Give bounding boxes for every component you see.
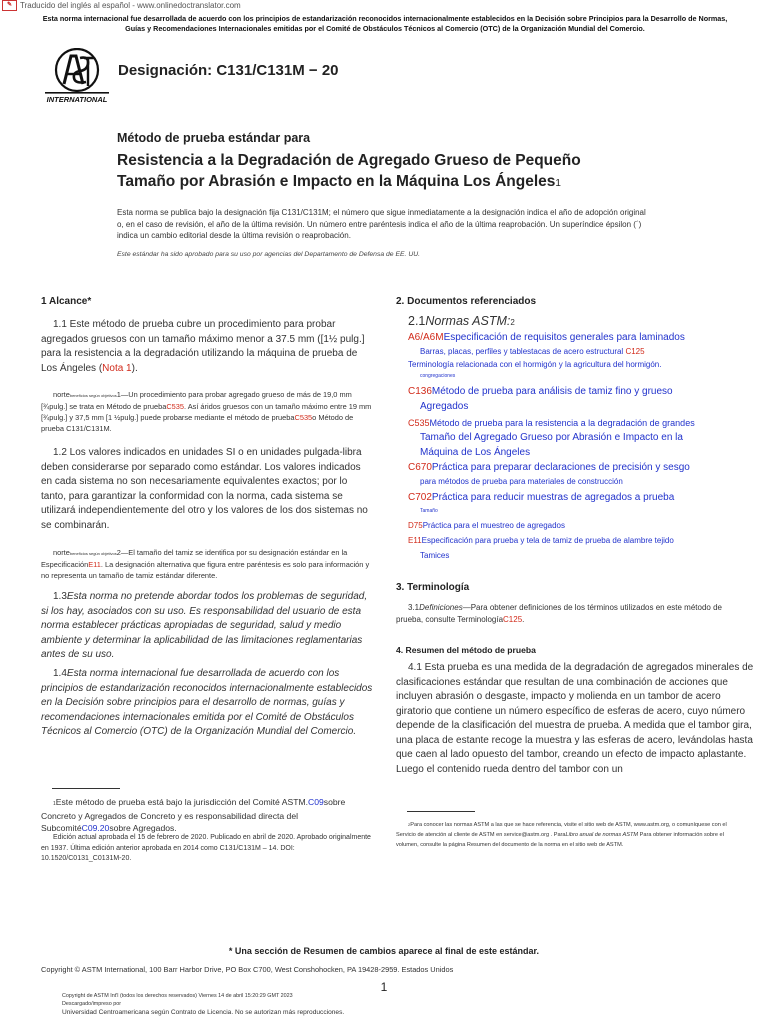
s31-italic: Definiciones [419,603,463,612]
note-1 [41,389,373,434]
note-1-lead: norte [53,390,70,399]
c702-tiny[interactable]: Tamaño [420,508,438,514]
astm-international-logo [44,48,110,106]
ref-c125-tiny [408,371,748,381]
fn2-text-b: Para obtener información sobre el volumen, consulte la página Resumen del documento de la norma en el sitio web de ASTM. [396,832,724,848]
note-1-text-b: . Así áridos gruesos con un tamaño máximo entre 19 mm [¾pulg.] y 37,5 mm [1 ½pulg.] puede probarse mediante el método de prueba [41,402,372,422]
intro-paragraph: Esta norma se publica bajo la designación fija C131/C131M; el número que sigue inmediatamente a la designación indica el año de adopción original o, en el caso de revisión, el año de la última revisión. Un número entre paréntesis indica el año de la última reaprobación. Un superíndice épsilon (´) indica un cambio editorial desde la última revisión o reaprobación. [117,208,646,240]
note-1-text-c: o Método de prueba C131/C131M. [41,413,354,433]
edition-note: Edición actual aprobada el 15 de febrero de 2020. Publicado en abril de 2020. Aprobado originalmente en 1937. Última edición anterior aprobada en 2014 como C131/C131M – 14. DOI: 10.1520/C0131_C0131M-20. [41,834,371,862]
footnote-2 [396,820,734,850]
d75-code[interactable]: D75 [408,521,423,530]
p13-text: Esta norma no pretende abordar todos los problemas de seguridad, si los hay, asociados con su uso. Es responsabilidad del usuario de esta norma establecer prácticas apropiadas de seguridad, salud y medio ambiente y determinar la aplicabilidad de las limitaciones reglamentarias antes de su uso. [41,591,368,660]
paragraph-3-1 [396,602,732,626]
ref-c670-sub [408,475,748,488]
referenced-documents-list [408,330,748,562]
title-footnote-mark[interactable]: 1 [555,178,561,189]
s21-footnote-mark[interactable]: 2 [510,318,515,327]
ref-c125 [408,358,748,371]
fn1-mark: 1 [53,801,56,807]
title-line-3: Tamaño por Abrasión e Impacto en la Máquina Los Ángeles [117,173,556,190]
c136-sub[interactable]: Agregados [420,401,469,412]
c0920-link[interactable]: C09.20 [81,823,110,833]
paragraph-4-1: 4.1 Esta prueba es una medida de la degradación de agregados minerales de clasificaciones estándar que resultan de una combinación de acciones que incluyen abrasión o desgaste, impacto y molienda en un tambor de acero giratorio que contiene un número específico de esferas de acero, cuyo número depende de la clasificación del muestra de prueba. A medida que el tambor gira, una placa de estante recoge la muestra y las esferas de acero, levándolas hasta que caen al lado opuesto del tambor, creando un efecto de impacto aplastante. Luego el contenido rueda dentro del tambor con un [396,662,754,775]
s31-end: . [522,615,525,624]
note-1-tag: beneficios según objetivos [69,393,117,398]
designation: Designación: C131/C131M − 20 [118,62,339,79]
international-note: Esta norma internacional fue desarrollada de acuerdo con los principios de estandarización reconocidos internacionalmente establecidos en la Decisión sobre Principios para la Desarrollo de Normas, Guías y Recomendaciones Internacionales emitidas por el Comité de Obstáculos Técnicos al Comercio (OTC) de la Organización Mundial del Comercio. [42,14,728,33]
c136-title[interactable]: Método de prueba para análisis de tamiz fino y grueso [431,386,673,397]
e11-title[interactable]: Especificación para prueba y tela de tamiz de prueba de alambre tejido [421,536,674,545]
translator-bar [2,0,241,11]
footnote-divider-right [407,811,475,812]
ref-a6-sub [408,345,748,358]
c125-tiny[interactable]: congregaciones [420,373,456,379]
c125-title[interactable]: Terminología relacionada con el hormigón y la agricultura del hormigón. [408,360,662,369]
e11-code[interactable]: E11 [408,536,422,545]
d75-title[interactable]: Práctica para el muestreo de agregados [422,521,565,530]
p11-end: ). [131,362,138,374]
license-line-3: Universidad Centroamericana según Contrato de Licencia. No se autorizan más reproducciones. [62,1009,345,1016]
paragraph-1-2: 1.2 Los valores indicados en unidades SI o en unidades pulgada-libra deben considerarse por separado como estándar. Los valores indicados en cada sistema no son necesariamente equivalentes exactos; por lo tanto, para garantizar la conformidad con la norma, cada sistema se utilizará independientemente del otro y los valores de los dos sistemas no se combinarán. [41,447,368,531]
note-2-text-b: . La designación alternativa que figura entre paréntesis es solo para información y no representa un tamaño de tamiz estándar diferente. [41,560,370,580]
p14-text: Esta norma internacional fue desarrollada de acuerdo con los principios de estandarización reconocidos internacionalmente establecidos en la Decisión sobre principios para el desarrollo de normas, guías y recomendaciones internacionales emitida por el Comité de Obstáculos Técnicos al Comercio (OTC) de la Organización Mundial del Comercio. [41,668,373,737]
page-number: 1 [380,980,388,994]
c535-code[interactable]: C535 [408,418,430,428]
note-2 [41,547,373,581]
summary-of-changes-note: * Una sección de Resumen de cambios aparece al final de este estándar. [228,946,540,956]
fn2-mark: 2 [408,822,411,827]
c136-code[interactable]: C136 [408,386,432,397]
section-2-1 [408,314,515,328]
c535-sub2[interactable]: Máquina de Los Ángeles [420,447,531,458]
section-1-heading: 1 Alcance* [41,296,92,307]
note-2-tag: beneficios según objetivos [69,551,117,556]
ref-c670 [408,460,748,475]
translator-icon: ✎ [2,0,17,11]
astm-logo-icon [44,48,110,106]
note-2-lead: norte [53,548,70,557]
section-2-heading: 2. Documentos referenciados [396,296,537,307]
license-block [62,992,344,1018]
c702-title[interactable]: Práctica para reducir muestras de agregados a prueba [431,492,675,503]
footnote-1 [41,796,373,834]
ref-c702-tiny [408,505,748,517]
c535-link-2[interactable]: C535 [294,413,313,422]
translator-text[interactable]: Traducido del inglés al español - www.onlinedoctranslator.com [20,1,241,10]
note-1-link[interactable]: Nota 1 [102,362,132,374]
fn1-text-b: sobre Concreto y Agregados de Concreto y es responsabilidad directa del Subcomité [41,797,346,833]
p13-number: 1.3 [53,591,67,602]
s21-text: Normas ASTM: [425,314,511,328]
paragraph-1-3 [41,590,373,663]
ref-d75 [408,519,748,532]
section-3-heading: 3. Terminología [396,582,470,593]
s31-number: 3.1 [408,603,420,612]
footnote-divider-left [52,788,120,789]
ref-c136-sub [408,399,748,414]
ref-c136 [408,384,748,399]
s21-number: 2.1 [408,314,426,328]
c535-sub1[interactable]: Tamaño del Agregado Grueso por Abrasión e Impacto en la [420,432,683,443]
p11-text: 1.1 Este método de prueba cubre un procedimiento para probar agregados gruesos con un tamaño máximo menor a 37.5 mm ([1½ pulg.] para la resistencia a la degradación utilizando la máquina de prueba de Los Ángeles ( [41,319,365,374]
logo-text: INTERNATIONAL [46,95,108,104]
approval-note: Este estándar ha sido aprobado para su uso por agencias del Departamento de Defensa de EE. UU. [117,251,421,258]
ref-e11-sub [408,549,748,562]
p14-number: 1.4 [53,668,67,679]
s31-text: —Para obtener definiciones de los términos utilizados en este método de prueba, consulte Terminología [396,603,722,624]
c670-sub[interactable]: para métodos de prueba para materiales de construcción [420,477,623,486]
e11-sub[interactable]: Tamices [420,551,450,560]
title-line-1: Método de prueba estándar para [117,131,311,145]
paragraph-1-4 [41,667,373,740]
c702-code[interactable]: C702 [408,492,432,503]
copyright-line: Copyright © ASTM International, 100 Barr Harbor Drive, PO Box C700, West Conshohocken, PA 19428-2959. Estados Unidos [41,965,454,974]
ref-c535-sub1 [408,430,748,445]
ref-e11 [408,534,748,547]
c535-link[interactable]: C535 [166,402,184,411]
fn2-italic: Libro anual de normas ASTM [565,832,639,838]
fn1-text-c: sobre Agregados. [109,823,177,833]
c125-code[interactable]: C125 [625,347,645,356]
fn1-text: Este método de prueba está bajo la jurisdicción del Comité ASTM. [55,797,308,807]
c535-title[interactable]: Método de prueba para la resistencia a la degradación de grandes [429,418,695,428]
ref-c702 [408,490,748,505]
c670-title[interactable]: Práctica para preparar declaraciones de precisión y sesgo [431,462,690,473]
note-1-text: 1—Un procedimiento para probar agregado grueso de más de 19,0 mm [¾pulg.] se trata en Método de prueba [41,390,352,411]
ref-a6 [408,330,748,345]
fn2-text: Para conocer las normas ASTM a las que se hace referencia, visite el sitio web de ASTM, www.astm.org, o comuníquese con el Servicio de atención al cliente de ASTM en service@astm.org . Para [396,822,727,838]
e11-link[interactable]: E11 [88,560,101,569]
section-4-heading: 4. Resumen del método de prueba [396,645,536,655]
a6-code[interactable]: A6/A6M [408,332,444,343]
note-2-text: 2—El tamaño del tamiz se identifica por su designación estándar en la Especificación [41,548,348,569]
a6-title[interactable]: Especificación de requisitos generales para laminados [443,332,685,343]
license-line-1: Copyright de ASTM Int'l (todos los derechos reservados) Viernes 14 de abril 15:20:29 GMT 2023 [62,993,293,999]
license-line-2: Descargado/impreso por [62,1001,122,1007]
c125-link[interactable]: C125 [503,615,523,624]
paragraph-1-1 [41,318,373,376]
ref-c535-sub2 [408,445,748,460]
title-line-2: Resistencia a la Degradación de Agregado Grueso de Pequeño [117,152,581,169]
document-title [117,150,637,194]
a6-sub[interactable]: Barras, placas, perfiles y tablestacas de acero estructural [420,347,624,356]
ref-c535 [408,417,748,430]
c09-link[interactable]: C09 [308,797,324,807]
c670-code[interactable]: C670 [408,462,432,473]
